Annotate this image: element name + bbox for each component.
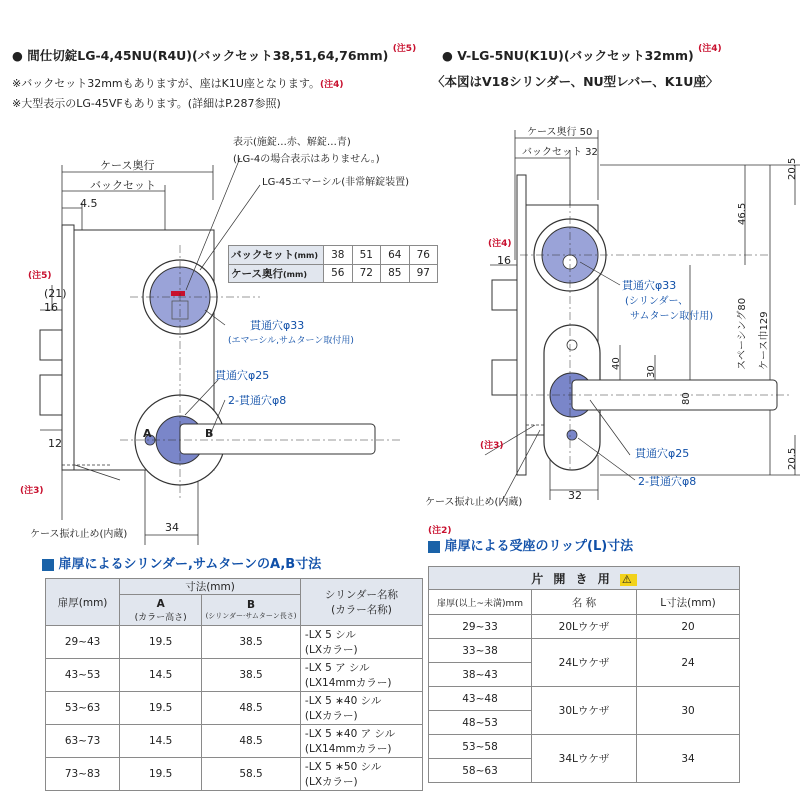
table-row: 43~53 14.5 38.5 -LX 5 ア シル (LX14mmカラー)	[46, 659, 423, 692]
table-row: 38~43	[429, 663, 740, 687]
left-case-depth-label: ケース奥行	[100, 159, 155, 172]
left-display-label: 表示(施錠…赤、解錠…青)	[233, 137, 351, 148]
table-row: 29~43 19.5 38.5 -LX 5 シル (LXカラー)	[46, 626, 423, 659]
left-through-33-sub: (エマーシル,サムターン取付用)	[228, 336, 354, 346]
right-case-width: ケース巾129	[759, 311, 770, 370]
right-dim-16: 16	[497, 254, 511, 267]
left-note-1: ※バックセット32mmもありますが、座はK1U座となります。(注4)	[12, 77, 344, 90]
right-title: ● V-LG-5NU(K1U)(バックセット32mm) $^{(注4)}$	[442, 44, 722, 63]
table-band-row: 片 開 き 用 ⚠	[429, 567, 740, 590]
right-note-4-marker: (注4)	[488, 239, 512, 249]
right-dim-80: 80	[681, 392, 692, 405]
right-dim-30: 30	[646, 365, 657, 378]
right-backset-label: バックセット 32	[522, 147, 598, 158]
left-dim-21: (21)	[44, 287, 67, 300]
left-emergency-label: LG-45エマーシル(非常解錠装置)	[262, 177, 410, 188]
right-title-note: (注4)	[698, 44, 722, 54]
left-through-33-label: 貫通穴φ33	[250, 319, 305, 332]
right-dim-32: 32	[568, 489, 582, 502]
left-title: ● 間仕切錠LG-4,45NU(R4U)(バックセット38,51,64,76mm) $^{(注5)}$	[12, 44, 417, 63]
left-note-2: ※大型表示のLG-45VFもあります。(詳細はP.287参照)	[12, 97, 281, 110]
right-subtitle: 〈本図はV18シリンダー、NU型レバー、K1U座〉	[432, 74, 719, 89]
table-row: 43~48 30Lウケザ 30	[429, 687, 740, 711]
left-dim-4-5: 4.5	[80, 197, 98, 210]
left-display-sub: (LG-4の場合表示はありません。)	[233, 154, 380, 165]
right-case-stop-label: ケース振れ止め(内蔵)	[425, 497, 523, 508]
banner-square-icon	[428, 541, 440, 553]
left-backset-label: バックセット	[90, 179, 156, 192]
left-through-8-label: 2-貫通穴φ8	[228, 394, 287, 407]
left-note-3-marker: (注3)	[20, 486, 44, 496]
right-case-depth-label: ケース奥行 50	[527, 127, 593, 138]
ab-table-banner: 扉厚によるシリンダー,サムターンのA,B寸法	[42, 558, 321, 571]
left-dim-34: 34	[165, 521, 179, 534]
lip-dimension-table	[428, 566, 740, 783]
right-through-8-label: 2-貫通穴φ8	[638, 475, 697, 488]
ab-dimension-table: 扉厚(mm) 寸法(mm) シリンダー名称 (カラー名称) A (カラー高さ) B (シリンダー·サムターン長さ) 29~43 19.5 38.5 -LX 5 シル (LXカラー) 43~53 14.5 38.5 -LX 5 ア シル (LX14mmカラー) 53~63 19.5 48.5 -LX 5 ∗40 シル (LXカラー) 63~73 14.5 48.5 -LX 5 ∗40 ア シル (LX14mmカラー) 73~83 19.5 58.5 -LX 5 ∗50 シル (LXカラー)	[45, 578, 423, 791]
left-mark-a: A	[143, 427, 152, 440]
table-header-row: 扉厚(以上~未満)mm 名 称 L寸法(mm)	[429, 590, 740, 615]
right-dim-46-5: 46.5	[737, 202, 748, 225]
left-mark-b: B	[205, 427, 214, 440]
left-case-stop-label: ケース振れ止め(内蔵)	[30, 529, 128, 540]
warning-triangle-icon: ⚠	[621, 572, 635, 586]
table-row: バックセット(mm) 38 51 64 76	[229, 246, 438, 265]
left-dim-12: 12	[48, 437, 62, 450]
banner-square-icon	[42, 559, 54, 571]
table-row: 63~73 14.5 48.5 -LX 5 ∗40 ア シル (LX14mmカラー)	[46, 725, 423, 758]
right-spacing-80: スペーシング80	[737, 297, 748, 370]
table-row: 29~33 20Lウケザ 20	[429, 615, 740, 639]
table-row: 48~53	[429, 711, 740, 735]
left-title-note: (注5)	[392, 44, 417, 54]
table-row: 33~38 24Lウケザ 24	[429, 639, 740, 663]
table-row: 73~83 19.5 58.5 -LX 5 ∗50 シル (LXカラー)	[46, 758, 423, 791]
left-dim-16: 16	[44, 301, 58, 314]
right-dim-20-5-top: 20.5	[787, 157, 798, 180]
left-through-25-label: 貫通穴φ25	[215, 369, 270, 382]
right-through-33-sub-2: サムターン取付用)	[630, 311, 714, 322]
table-row: 53~58 34Lウケザ 34	[429, 735, 740, 759]
left-note-5-marker: (注5)	[28, 271, 52, 281]
lip-table-note: (注2)	[428, 526, 452, 536]
right-through-33-label: 貫通穴φ33	[622, 279, 677, 292]
right-through-33-sub-1: (シリンダー、	[625, 296, 689, 307]
right-through-25-label: 貫通穴φ25	[635, 447, 690, 460]
table-row: 53~63 19.5 48.5 -LX 5 ∗40 シル (LXカラー)	[46, 692, 423, 725]
right-note-3-marker: (注3)	[480, 441, 504, 451]
right-dim-40: 40	[611, 357, 622, 370]
right-dim-20-5-bottom: 20.5	[787, 447, 798, 470]
table-row: ケース奥行(mm) 56 72 85 97	[229, 264, 438, 283]
table-header-row: 扉厚(mm) 寸法(mm) シリンダー名称 (カラー名称)	[46, 579, 423, 595]
lip-table-banner: 扉厚による受座のリップ(L)寸法	[428, 540, 633, 553]
table-row: 58~63	[429, 759, 740, 783]
